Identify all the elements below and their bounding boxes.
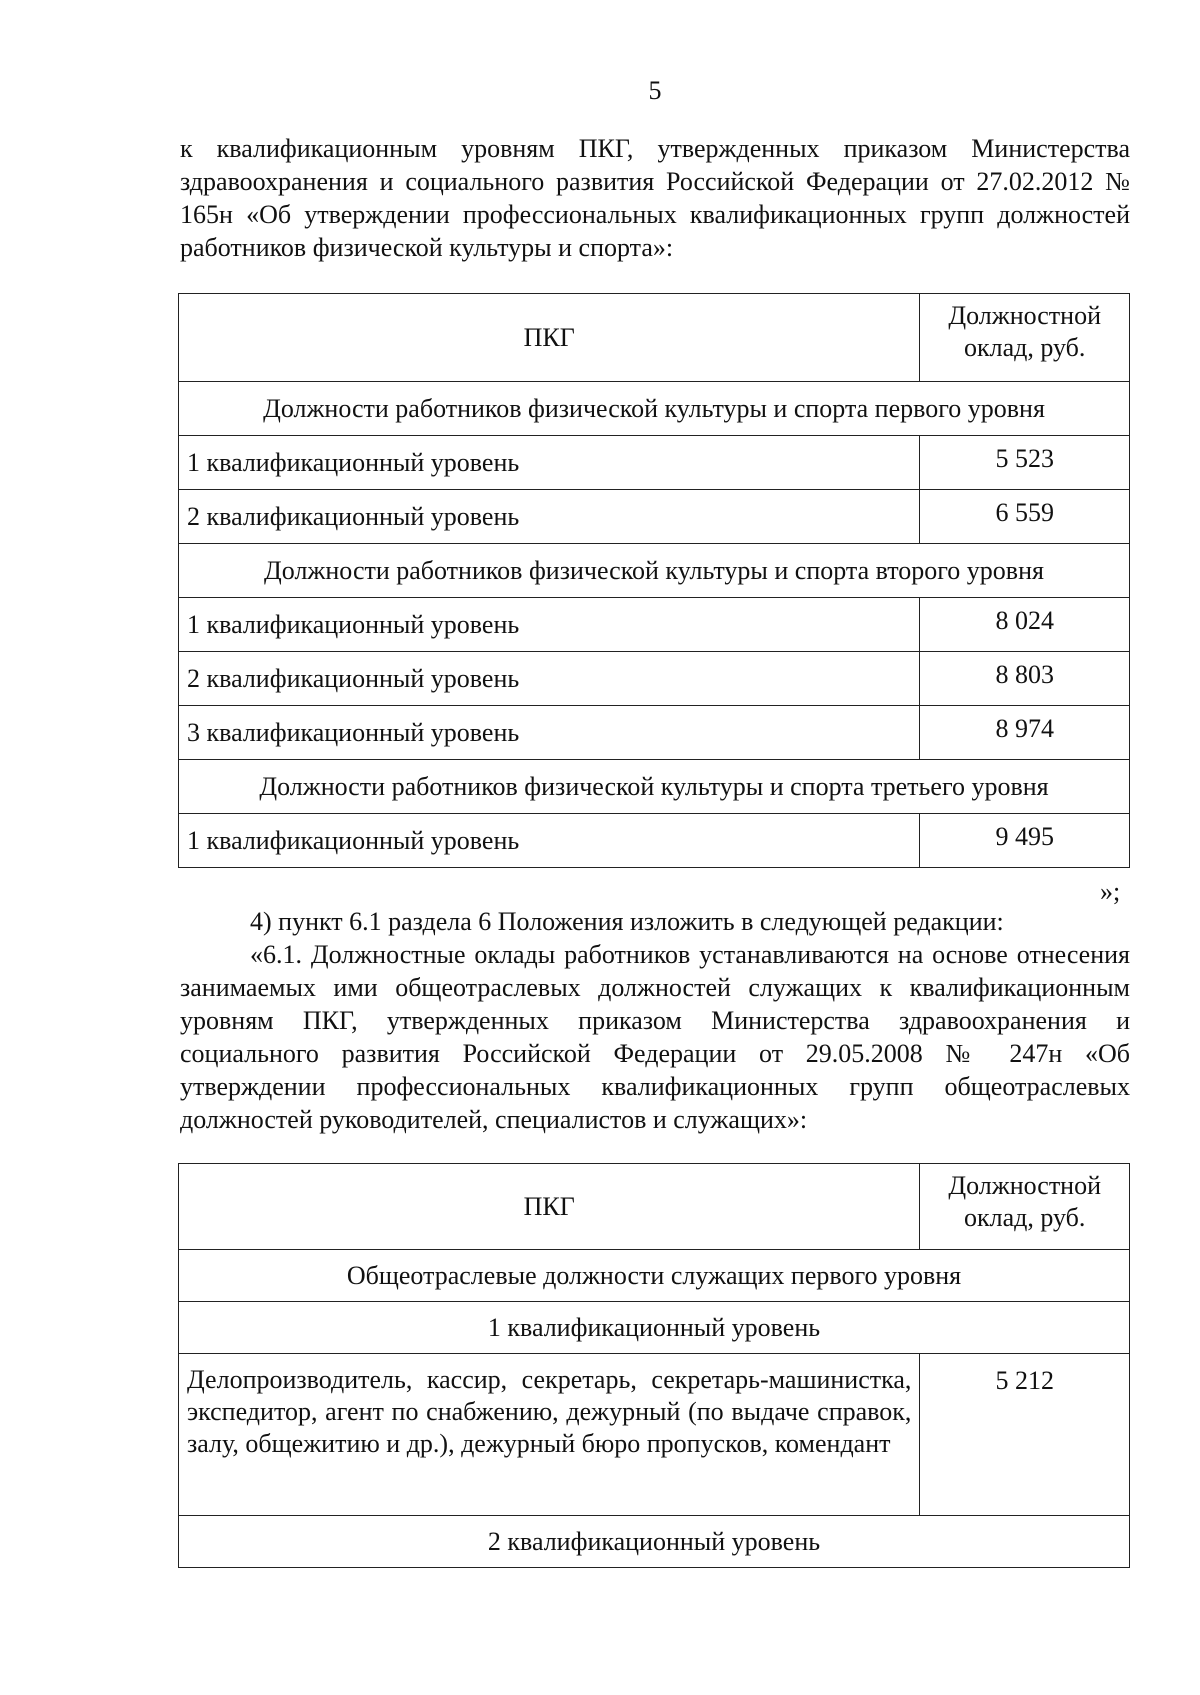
salary-value: 5 212 — [920, 1354, 1130, 1516]
paragraph-4-body: «6.1. Должностные оклады работников устанавливаются на основе отнесения занимаемых ими общеотраслевых должностей служащих к квалификационным уровням ПКГ, утвержденных приказом Министерства здравоохранения и социального развития Российской Федерации от 29.05.2008 № 247н «Об утверждении профессиональных квалификационных групп общеотраслевых должностей руководителей, специалистов и служащих»: — [180, 940, 1130, 1134]
closing-quote: »; — [1100, 877, 1121, 906]
header-salary-line2: оклад, руб. — [963, 333, 1086, 362]
level-row — [179, 1516, 1130, 1568]
group-row — [179, 760, 1130, 814]
table-header-row — [179, 294, 1130, 382]
group-title: Должности работников физической культуры и спорта первого уровня — [179, 382, 1130, 436]
positions-description: Делопроизводитель, кассир, секретарь, секретарь-машинистка, экспедитор, агент по снабжению, дежурный (по выдаче справок, залу, общежитию и др.), дежурный бюро пропусков, комендант — [179, 1354, 920, 1516]
salary-value: 8 024 — [920, 598, 1130, 652]
table-row — [179, 652, 1130, 706]
page-number: 5 — [648, 76, 662, 105]
paragraph-4-intro: 4) пункт 6.1 раздела 6 Положения изложить в следующей редакции: — [250, 907, 1004, 936]
level-name: 2 квалификационный уровень — [179, 652, 920, 706]
level-title: 1 квалификационный уровень — [179, 1302, 1130, 1354]
salary-table-sport — [178, 293, 1130, 868]
table-row — [179, 814, 1130, 868]
intro-paragraph: к квалификационным уровням ПКГ, утвержденных приказом Министерства здравоохранения и социального развития Российской Федерации от 27.02.2012 № 165н «Об утверждении профессиональных квалификационных групп должностей работников физической культуры и спорта»: — [180, 134, 1130, 262]
salary-value: 8 974 — [920, 706, 1130, 760]
group-title: Общеотраслевые должности служащих первого уровня — [179, 1250, 1130, 1302]
level-name: 1 квалификационный уровень — [179, 436, 920, 490]
table-row — [179, 490, 1130, 544]
level-name: 3 квалификационный уровень — [179, 706, 920, 760]
group-title: Должности работников физической культуры и спорта третьего уровня — [179, 760, 1130, 814]
level-title: 2 квалификационный уровень — [179, 1516, 1130, 1568]
header-pkg: ПКГ — [179, 1164, 920, 1250]
table-row — [179, 1354, 1130, 1516]
level-name: 1 квалификационный уровень — [179, 814, 920, 868]
header-pkg: ПКГ — [179, 294, 920, 382]
group-row — [179, 382, 1130, 436]
paragraph-4 — [180, 905, 1130, 1136]
salary-value: 9 495 — [920, 814, 1130, 868]
table-row — [179, 598, 1130, 652]
header-salary-line1: Должностной — [948, 301, 1101, 330]
header-salary — [920, 294, 1130, 382]
level-row — [179, 1302, 1130, 1354]
header-salary-line1: Должностной — [948, 1171, 1102, 1200]
table-row — [179, 706, 1130, 760]
table-header-row — [179, 1164, 1130, 1250]
group-row — [179, 1250, 1130, 1302]
table-row — [179, 436, 1130, 490]
salary-value: 5 523 — [920, 436, 1130, 490]
header-salary-line2: оклад, руб. — [963, 1203, 1086, 1232]
level-name: 1 квалификационный уровень — [179, 598, 920, 652]
salary-table-general — [178, 1163, 1130, 1568]
header-salary — [920, 1164, 1130, 1250]
salary-value: 6 559 — [920, 490, 1130, 544]
salary-value: 8 803 — [920, 652, 1130, 706]
level-name: 2 квалификационный уровень — [179, 490, 920, 544]
group-title: Должности работников физической культуры и спорта второго уровня — [179, 544, 1130, 598]
group-row — [179, 544, 1130, 598]
